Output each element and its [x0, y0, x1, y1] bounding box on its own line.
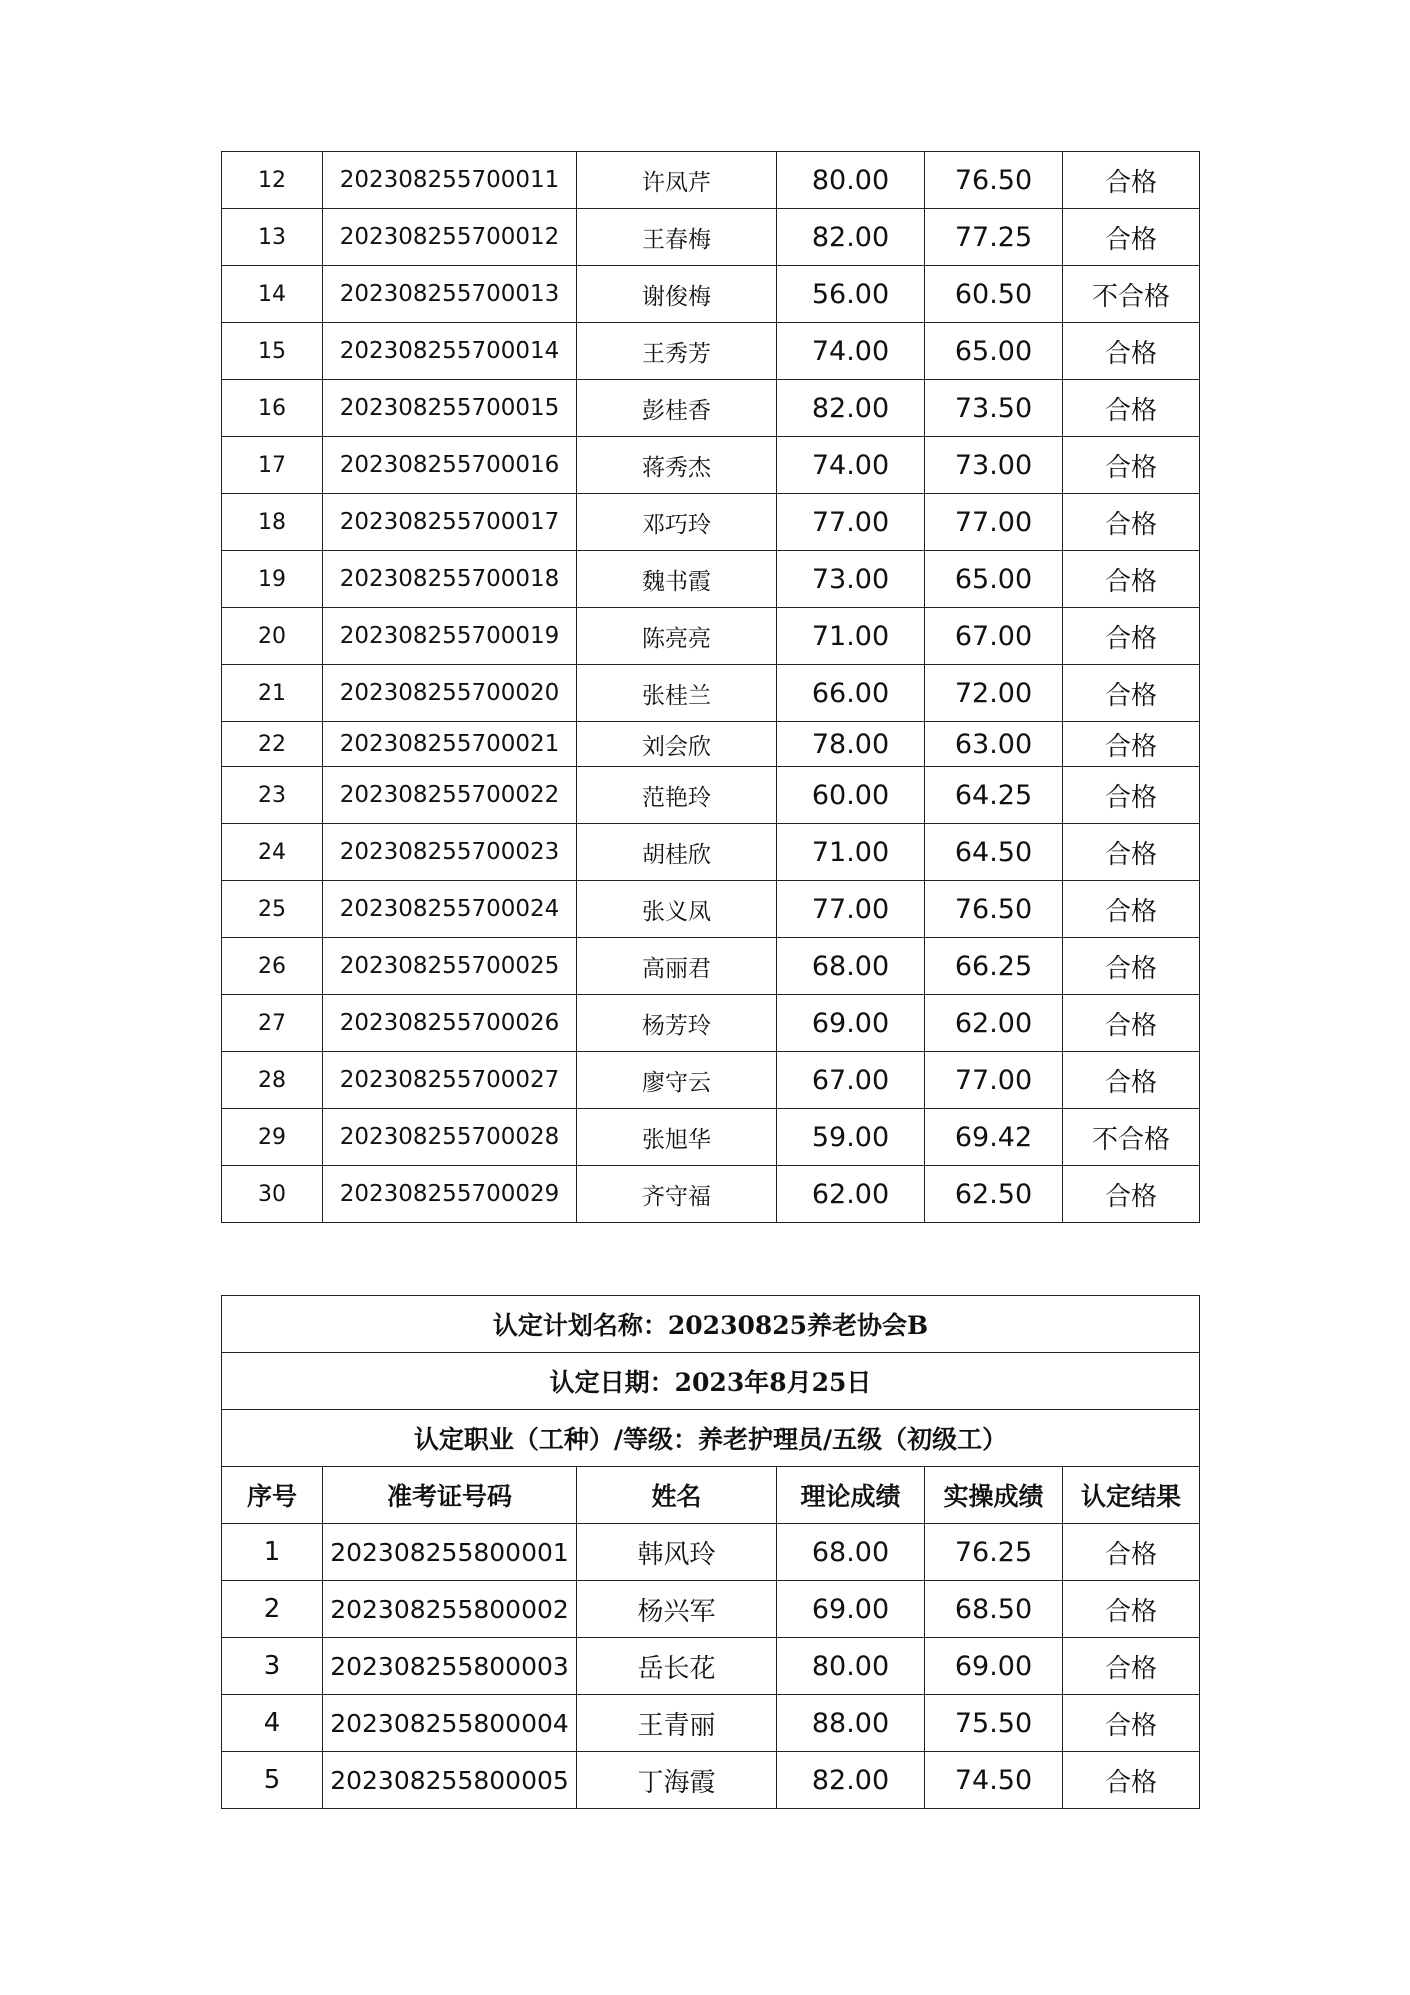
- cell-result: 合格: [1063, 1695, 1200, 1752]
- table-row: [222, 881, 1200, 938]
- cell-name: 胡桂欣: [577, 824, 777, 881]
- cell-theory-score: 59.00: [777, 1109, 925, 1166]
- cell-seq: 18: [222, 494, 323, 551]
- table-row: [222, 1581, 1200, 1638]
- cell-practice-score: 62.50: [925, 1166, 1063, 1223]
- cell-practice-score: 62.00: [925, 995, 1063, 1052]
- cell-practice-score: 72.00: [925, 665, 1063, 722]
- cell-seq: 13: [222, 209, 323, 266]
- cell-name: 王秀芳: [577, 323, 777, 380]
- cell-exam-id: 202308255700022: [323, 767, 577, 824]
- cell-result: 合格: [1063, 824, 1200, 881]
- results-table-body: [222, 1296, 1200, 1809]
- cell-practice-score: 64.25: [925, 767, 1063, 824]
- assessment-date: 认定日期：2023年8月25日: [222, 1353, 1200, 1410]
- table-row: [222, 1166, 1200, 1223]
- cell-seq: 29: [222, 1109, 323, 1166]
- cell-seq: 22: [222, 722, 323, 767]
- cell-exam-id: 202308255700013: [323, 266, 577, 323]
- cell-exam-id: 202308255800003: [323, 1638, 577, 1695]
- cell-name: 杨兴军: [577, 1581, 777, 1638]
- cell-seq: 12: [222, 152, 323, 209]
- cell-practice-score: 68.50: [925, 1581, 1063, 1638]
- cell-name: 许凤芹: [577, 152, 777, 209]
- cell-theory-score: 71.00: [777, 608, 925, 665]
- cell-theory-score: 80.00: [777, 1638, 925, 1695]
- cell-theory-score: 71.00: [777, 824, 925, 881]
- cell-seq: 1: [222, 1524, 323, 1581]
- plan-name: 认定计划名称：20230825养老协会B: [222, 1296, 1200, 1353]
- cell-seq: 5: [222, 1752, 323, 1809]
- cell-practice-score: 73.00: [925, 437, 1063, 494]
- table-row: [222, 1638, 1200, 1695]
- cell-exam-id: 202308255800005: [323, 1752, 577, 1809]
- cell-seq: 23: [222, 767, 323, 824]
- cell-result: 合格: [1063, 1581, 1200, 1638]
- cell-name: 魏书霞: [577, 551, 777, 608]
- table-row: [222, 209, 1200, 266]
- cell-practice-score: 65.00: [925, 551, 1063, 608]
- cell-practice-score: 69.42: [925, 1109, 1063, 1166]
- cell-result: 合格: [1063, 881, 1200, 938]
- table-row: [222, 1109, 1200, 1166]
- cell-practice-score: 64.50: [925, 824, 1063, 881]
- cell-theory-score: 66.00: [777, 665, 925, 722]
- cell-result: 不合格: [1063, 266, 1200, 323]
- cell-seq: 21: [222, 665, 323, 722]
- table-row: [222, 323, 1200, 380]
- cell-name: 张桂兰: [577, 665, 777, 722]
- cell-result: 合格: [1063, 323, 1200, 380]
- table-row: [222, 551, 1200, 608]
- table-row: [222, 1695, 1200, 1752]
- cell-result: 合格: [1063, 665, 1200, 722]
- cell-name: 王春梅: [577, 209, 777, 266]
- table-row: [222, 995, 1200, 1052]
- table-row: [222, 1524, 1200, 1581]
- cell-seq: 30: [222, 1166, 323, 1223]
- cell-practice-score: 77.25: [925, 209, 1063, 266]
- header-result: 认定结果: [1063, 1467, 1200, 1524]
- cell-exam-id: 202308255700018: [323, 551, 577, 608]
- cell-exam-id: 202308255700028: [323, 1109, 577, 1166]
- cell-result: 合格: [1063, 938, 1200, 995]
- cell-theory-score: 77.00: [777, 881, 925, 938]
- cell-theory-score: 60.00: [777, 767, 925, 824]
- cell-practice-score: 77.00: [925, 494, 1063, 551]
- cell-name: 丁海霞: [577, 1752, 777, 1809]
- cell-practice-score: 63.00: [925, 722, 1063, 767]
- cell-result: 合格: [1063, 551, 1200, 608]
- cell-result: 合格: [1063, 608, 1200, 665]
- cell-practice-score: 66.25: [925, 938, 1063, 995]
- cell-practice-score: 60.50: [925, 266, 1063, 323]
- cell-seq: 26: [222, 938, 323, 995]
- cell-result: 合格: [1063, 209, 1200, 266]
- cell-theory-score: 82.00: [777, 209, 925, 266]
- header-exam-id: 准考证号码: [323, 1467, 577, 1524]
- cell-name: 范艳玲: [577, 767, 777, 824]
- cell-result: 合格: [1063, 1638, 1200, 1695]
- header-row: [222, 1467, 1200, 1524]
- cell-theory-score: 82.00: [777, 1752, 925, 1809]
- table-row: [222, 1052, 1200, 1109]
- cell-name: 岳长花: [577, 1638, 777, 1695]
- header-theory: 理论成绩: [777, 1467, 925, 1524]
- cell-practice-score: 69.00: [925, 1638, 1063, 1695]
- results-table-continued: [221, 151, 1200, 1223]
- cell-name: 张义凤: [577, 881, 777, 938]
- cell-seq: 15: [222, 323, 323, 380]
- occupation-level: 认定职业（工种）/等级：养老护理员/五级（初级工）: [222, 1410, 1200, 1467]
- cell-seq: 17: [222, 437, 323, 494]
- cell-name: 廖守云: [577, 1052, 777, 1109]
- cell-practice-score: 76.50: [925, 152, 1063, 209]
- cell-name: 王青丽: [577, 1695, 777, 1752]
- cell-seq: 14: [222, 266, 323, 323]
- cell-theory-score: 56.00: [777, 266, 925, 323]
- cell-exam-id: 202308255700016: [323, 437, 577, 494]
- table-row: [222, 1752, 1200, 1809]
- header-name: 姓名: [577, 1467, 777, 1524]
- cell-exam-id: 202308255700011: [323, 152, 577, 209]
- cell-result: 合格: [1063, 1052, 1200, 1109]
- cell-seq: 2: [222, 1581, 323, 1638]
- cell-seq: 27: [222, 995, 323, 1052]
- results-table-body: [222, 152, 1200, 1223]
- cell-theory-score: 68.00: [777, 1524, 925, 1581]
- cell-result: 合格: [1063, 1524, 1200, 1581]
- cell-seq: 3: [222, 1638, 323, 1695]
- cell-theory-score: 62.00: [777, 1166, 925, 1223]
- cell-exam-id: 202308255700023: [323, 824, 577, 881]
- cell-name: 高丽君: [577, 938, 777, 995]
- cell-exam-id: 202308255800004: [323, 1695, 577, 1752]
- cell-seq: 20: [222, 608, 323, 665]
- cell-seq: 25: [222, 881, 323, 938]
- table-row: [222, 380, 1200, 437]
- cell-theory-score: 88.00: [777, 1695, 925, 1752]
- cell-theory-score: 68.00: [777, 938, 925, 995]
- cell-practice-score: 67.00: [925, 608, 1063, 665]
- cell-practice-score: 73.50: [925, 380, 1063, 437]
- cell-result: 合格: [1063, 152, 1200, 209]
- cell-seq: 19: [222, 551, 323, 608]
- cell-name: 彭桂香: [577, 380, 777, 437]
- table-row: [222, 767, 1200, 824]
- cell-result: 合格: [1063, 1752, 1200, 1809]
- cell-seq: 28: [222, 1052, 323, 1109]
- cell-exam-id: 202308255700012: [323, 209, 577, 266]
- cell-theory-score: 74.00: [777, 323, 925, 380]
- results-table-plan-b: [221, 1295, 1200, 1809]
- table-row: [222, 608, 1200, 665]
- cell-exam-id: 202308255700014: [323, 323, 577, 380]
- cell-exam-id: 202308255700021: [323, 722, 577, 767]
- cell-practice-score: 76.25: [925, 1524, 1063, 1581]
- cell-name: 刘会欣: [577, 722, 777, 767]
- cell-seq: 24: [222, 824, 323, 881]
- cell-theory-score: 73.00: [777, 551, 925, 608]
- cell-exam-id: 202308255700020: [323, 665, 577, 722]
- cell-result: 合格: [1063, 494, 1200, 551]
- cell-practice-score: 75.50: [925, 1695, 1063, 1752]
- cell-result: 合格: [1063, 767, 1200, 824]
- cell-practice-score: 76.50: [925, 881, 1063, 938]
- header-seq: 序号: [222, 1467, 323, 1524]
- cell-exam-id: 202308255700029: [323, 1166, 577, 1223]
- cell-theory-score: 67.00: [777, 1052, 925, 1109]
- cell-exam-id: 202308255700025: [323, 938, 577, 995]
- table-row: [222, 266, 1200, 323]
- cell-exam-id: 202308255800001: [323, 1524, 577, 1581]
- table-row: [222, 494, 1200, 551]
- table-row: [222, 722, 1200, 767]
- cell-exam-id: 202308255700017: [323, 494, 577, 551]
- cell-exam-id: 202308255700024: [323, 881, 577, 938]
- cell-theory-score: 82.00: [777, 380, 925, 437]
- cell-seq: 16: [222, 380, 323, 437]
- cell-result: 合格: [1063, 1166, 1200, 1223]
- cell-exam-id: 202308255800002: [323, 1581, 577, 1638]
- cell-exam-id: 202308255700019: [323, 608, 577, 665]
- cell-seq: 4: [222, 1695, 323, 1752]
- header-practice: 实操成绩: [925, 1467, 1063, 1524]
- cell-name: 齐守福: [577, 1166, 777, 1223]
- cell-name: 韩风玲: [577, 1524, 777, 1581]
- cell-name: 邓巧玲: [577, 494, 777, 551]
- cell-result: 合格: [1063, 722, 1200, 767]
- cell-result: 不合格: [1063, 1109, 1200, 1166]
- cell-name: 张旭华: [577, 1109, 777, 1166]
- cell-practice-score: 77.00: [925, 1052, 1063, 1109]
- cell-theory-score: 78.00: [777, 722, 925, 767]
- cell-exam-id: 202308255700027: [323, 1052, 577, 1109]
- cell-result: 合格: [1063, 995, 1200, 1052]
- cell-name: 蒋秀杰: [577, 437, 777, 494]
- cell-exam-id: 202308255700026: [323, 995, 577, 1052]
- table-row: [222, 437, 1200, 494]
- table-row: [222, 665, 1200, 722]
- cell-theory-score: 74.00: [777, 437, 925, 494]
- cell-theory-score: 77.00: [777, 494, 925, 551]
- cell-practice-score: 65.00: [925, 323, 1063, 380]
- cell-exam-id: 202308255700015: [323, 380, 577, 437]
- cell-name: 陈亮亮: [577, 608, 777, 665]
- cell-result: 合格: [1063, 437, 1200, 494]
- table-row: [222, 824, 1200, 881]
- cell-theory-score: 69.00: [777, 1581, 925, 1638]
- cell-practice-score: 74.50: [925, 1752, 1063, 1809]
- cell-theory-score: 69.00: [777, 995, 925, 1052]
- table-row: [222, 152, 1200, 209]
- cell-result: 合格: [1063, 380, 1200, 437]
- cell-name: 杨芳玲: [577, 995, 777, 1052]
- table-row: [222, 938, 1200, 995]
- cell-theory-score: 80.00: [777, 152, 925, 209]
- cell-name: 谢俊梅: [577, 266, 777, 323]
